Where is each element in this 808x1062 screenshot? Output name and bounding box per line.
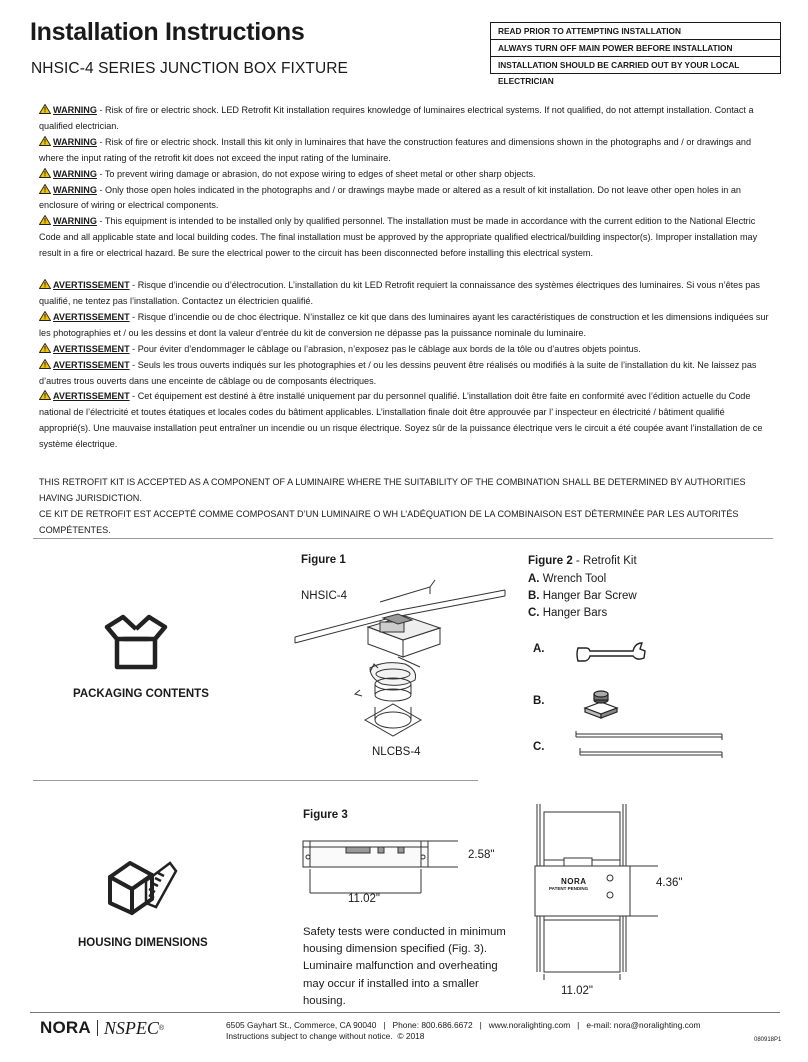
packaging-heading: PACKAGING CONTENTS [73, 688, 209, 700]
warning-triangle-icon [39, 343, 51, 353]
avertissement-text: - Pour éviter d’endommager le câblage ou l’abrasion, n’exposez pas le câblage aux bords de la tôle ou d’autres objets pointus. [129, 343, 641, 354]
wrench-icon [575, 640, 647, 666]
box-icon [103, 614, 169, 672]
figure1-title: Figure 1 [301, 554, 346, 566]
figure3-title: Figure 3 [303, 809, 348, 821]
marker-b: B. [533, 695, 545, 707]
avertissement-text: - Cet équipement est destiné à être installé uniquement par du personnel qualifié. L’installation doit être faite en conformité avec l’édition actuelle du Code national de l’électricité et toutes étatiques et locales codes du bâtiment applicables. L’installation finale doit être approuvée par l’ inspecteur en électricité / bâtiment qualifié approprié(s). Une mauvaise installation peut entraîner un incendie ou un risque électrique. Soyez sûr de la puissance électrique vers le circuit a été coupée avant l’installation de ce système électrique. [39, 391, 763, 450]
acceptance-statement [39, 475, 779, 539]
kit-item-letter: A. [528, 573, 540, 585]
plate-brand: NORA [561, 877, 587, 886]
nspec-logo-text: NSPEC [103, 1017, 159, 1038]
figure1-top-label: NHSIC-4 [301, 590, 348, 602]
notice-line-2: ALWAYS TURN OFF MAIN POWER BEFORE INSTALLATION [491, 40, 780, 57]
warning-triangle-icon [39, 215, 51, 225]
warning-triangle-icon [39, 390, 51, 400]
section-divider [33, 780, 478, 781]
registered-mark: ® [158, 1024, 165, 1032]
housing-side-view-drawing [298, 833, 464, 897]
avertissement-label: AVERTISSEMENT [53, 359, 130, 370]
plate-sub: PATENT PENDING [549, 886, 589, 891]
avertissement-text: - Risque d’incendie ou de choc électrique. N’installez ce kit que dans des luminaires ayant les caractéristiques de construction et les dimensions indiquées sur les photographies et / ou les dessins et dont la valeur d’entrée du kit de conversion ne dépasse pas la puissance nominale du luminaire. [39, 311, 769, 338]
kit-item-name: Wrench Tool [539, 573, 607, 585]
notice-line-1: READ PRIOR TO ATTEMPTING INSTALLATION [491, 23, 780, 40]
warning-triangle-icon [39, 168, 51, 178]
logo-divider [97, 1020, 98, 1036]
footer-note: Instructions subject to change without notice. © 2018 [226, 1031, 425, 1041]
avertissement-item [39, 342, 774, 358]
kit-item [528, 588, 637, 605]
warning-item [39, 167, 774, 183]
avertissement-item [39, 310, 774, 342]
warning-triangle-icon [39, 136, 51, 146]
hanger-bars-icon [574, 728, 724, 760]
page-subtitle: NHSIC-4 SERIES JUNCTION BOX FIXTURE [31, 60, 348, 77]
warning-text: - This equipment is intended to be installed only by qualified personnel. The installation must be made in accordance with the current edition to the National Electric Code and all applicable state and local building codes. The final installation must be approved by the appropriate qualified electrical/building inspector(s). Improper installation may result in a fire or electrical hazard. Be sure the electrical power to the circuit has been disconnected before installing this electrical system. [39, 216, 758, 259]
kit-item-letter: B. [528, 590, 540, 602]
acceptance-en: THIS RETROFIT KIT IS ACCEPTED AS A COMPONENT OF A LUMINAIRE WHERE THE SUITABILITY OF THE COMBINATION SHALL BE DETERMINED BY AUTHORITIES HAVING JURISDICTION. [39, 477, 746, 503]
avertissement-item [39, 389, 774, 453]
figure2-title: Figure 2 [528, 555, 573, 567]
warning-item [39, 135, 774, 167]
warning-triangle-icon [39, 104, 51, 114]
notice-line-3: INSTALLATION SHOULD BE CARRIED OUT BY YOUR LOCAL ELECTRICIAN [498, 60, 740, 86]
section-divider [33, 538, 773, 539]
figure2-suffix: - Retrofit Kit [572, 555, 637, 567]
dim-length: 11.02" [348, 893, 381, 905]
warning-text: - Only those open holes indicated in the photographs and / or drawings maybe made or altered as a result of kit installation. Do not leave other open holes in an enclosure of wiring or electrical components. [39, 184, 741, 211]
kit-item-name: Hanger Bar Screw [539, 590, 637, 602]
housing-top-view-drawing [520, 800, 660, 982]
warning-item [39, 214, 774, 262]
dim-height: 2.58" [468, 849, 495, 861]
warning-label: WARNING [53, 105, 97, 115]
warning-label: WARNING [53, 136, 97, 147]
kit-item [528, 605, 637, 622]
kit-item [528, 571, 637, 588]
avertissement-label: AVERTISSEMENT [53, 391, 130, 402]
kit-item-letter: C. [528, 607, 540, 619]
marker-a: A. [533, 643, 545, 655]
housing-heading: HOUSING DIMENSIONS [78, 937, 208, 949]
footer-contact [226, 1020, 701, 1042]
avertissement-item [39, 278, 774, 310]
avertissement-label: AVERTISSEMENT [53, 343, 130, 354]
warning-item [39, 183, 774, 215]
warning-triangle-icon [39, 279, 51, 289]
footer-divider [30, 1012, 780, 1013]
footer-address: 6505 Gayhart St., Commerce, CA 90040 | Phone: 800.686.6672 | www.noralighting.com | e-mail: nora@noralighting.com [226, 1020, 701, 1030]
notice-box [490, 22, 781, 86]
page-title: Installation Instructions [30, 18, 305, 46]
warning-triangle-icon [39, 311, 51, 321]
warning-label: WARNING [53, 216, 97, 227]
dim-width: 4.36" [656, 877, 683, 889]
avertissement-label: AVERTISSEMENT [53, 311, 130, 322]
avertissement-text: - Seuls les trous ouverts indiqués sur les photographies et / ou les dessins peuvent être réalisés ou modifiés à la suite de l’installation du kit. Ne laissez pas d’autres trous ouverts dans une enceinte de câblage ou de composants électriques. [39, 359, 757, 386]
figure1-fixture-drawing [290, 572, 512, 744]
document-code: 080918P1 [754, 1037, 782, 1043]
avertissement-item [39, 358, 774, 390]
kit-item-name: Hanger Bars [539, 607, 608, 619]
warning-label: WARNING [53, 184, 97, 195]
warning-item [39, 103, 774, 135]
avertissement-label: AVERTISSEMENT [53, 280, 130, 291]
figure2-title-row [528, 555, 637, 567]
warning-triangle-icon [39, 359, 51, 369]
warning-text: - Risk of fire or electric shock. Install this kit only in luminaires that have the construction features and dimensions shown in the photographs and / or drawings and where the input rating of the retrofit kit does not exceed the input rating of the luminaire. [39, 136, 752, 163]
warning-text: - Risk of fire or electric shock. LED Retrofit Kit installation requires knowledge of luminaires electrical systems. If not qualified, do not attempt installation. Contact a qualified electrician. [39, 105, 754, 131]
kit-item-list [528, 571, 637, 622]
warning-label: WARNING [53, 168, 97, 179]
warning-text: - To prevent wiring damage or abrasion, do not expose wiring to edges of sheet metal or other sharp objects. [96, 168, 536, 179]
dim-length-top: 11.02" [561, 985, 594, 997]
screw-icon [583, 690, 619, 720]
housing-note: Safety tests were conducted in minimum housing dimension specified (Fig. 3). Luminaire malfunction and overheating may occur if installed into a smaller housing. [303, 926, 506, 1007]
warnings-section [39, 103, 774, 453]
marker-c: C. [533, 741, 545, 753]
housing-cube-icon [102, 855, 178, 917]
figure1-bottom-label: NLCBS-4 [372, 746, 421, 758]
warning-triangle-icon [39, 184, 51, 194]
avertissement-text: - Risque d’incendie ou d’électrocution. L’installation du kit LED Retrofit requiert la connaissance des systèmes électriques des luminaires. Si vous n’êtes pas qualifié, ne tentez pas l’installation. Contactez un électricien qualifié. [39, 280, 760, 306]
brand-logo [40, 1017, 164, 1039]
nora-logo-text: NORA [40, 1018, 91, 1037]
acceptance-fr: CE KIT DE RETROFIT EST ACCEPTÉ COMME COMPOSANT D’UN LUMINAIRE O WH L’ADÉQUATION DE LA COMBINAISON EST DÉTERMINÉE PAR LES AUTORITÉS COMPÉTENTES. [39, 508, 739, 535]
